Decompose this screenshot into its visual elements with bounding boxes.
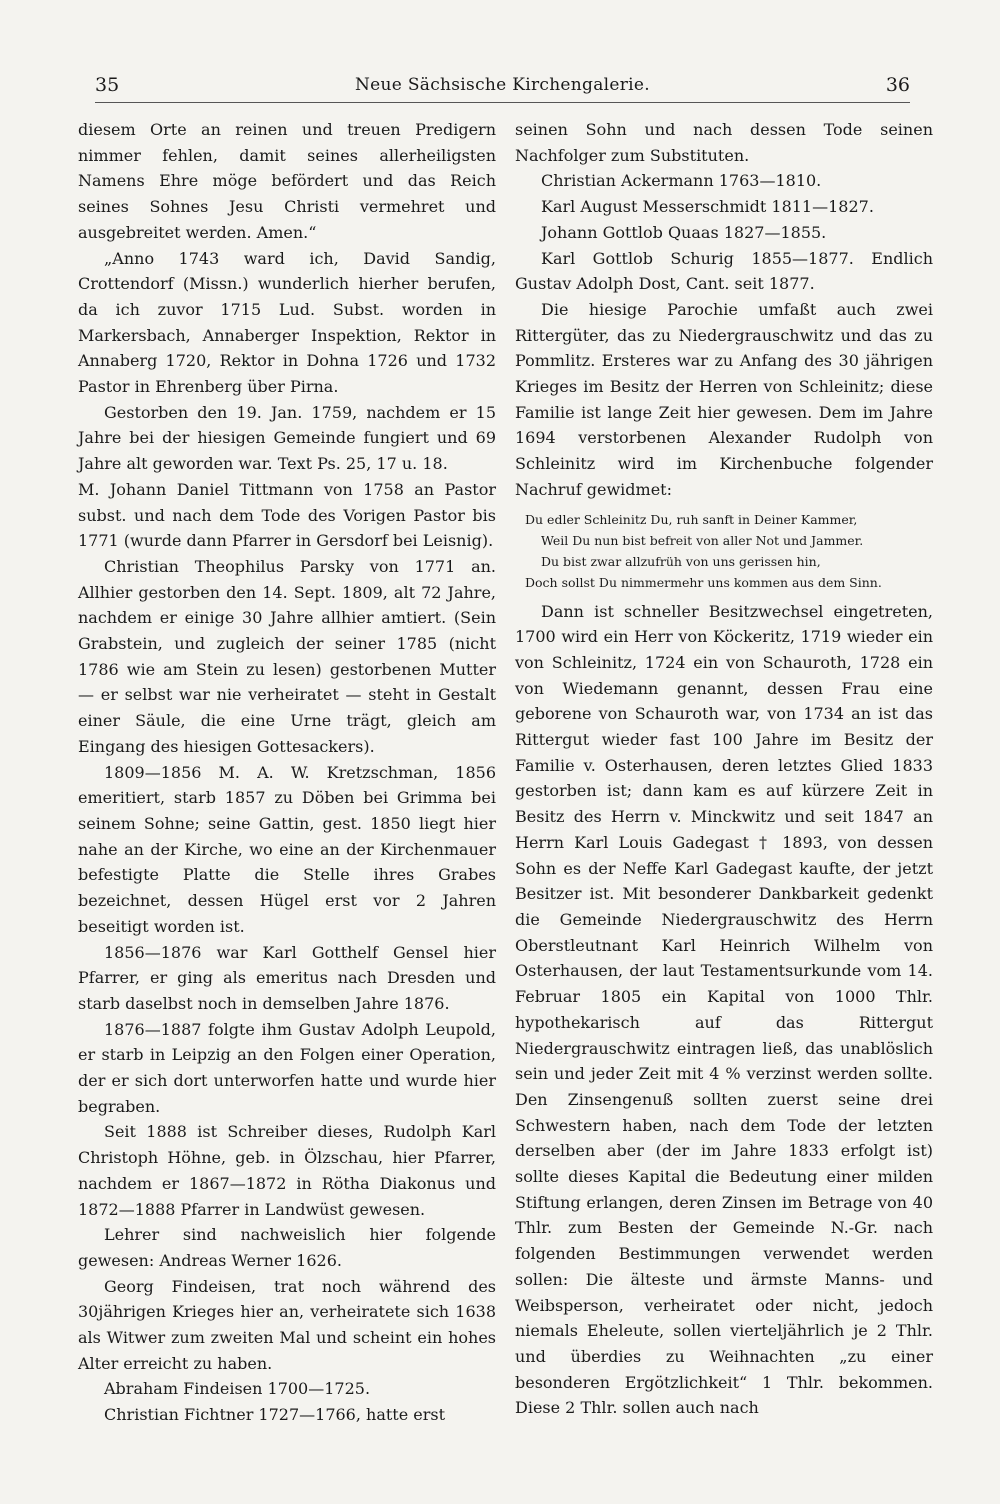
paragraph: seinen Sohn und nach dessen Tode seinen Nachfolger zum Substituten. xyxy=(515,120,933,165)
paragraph: Die hiesige Parochie umfaßt auch zwei Rittergüter, das zu Niedergrauschwitz und das zu Pommlitz. Ersteres war zu Anfang des 30 jährigen Krieges im Besitz der Herren von Schleinitz; diese Familie ist lange Zeit hier gewesen. Dem im Jahre 1694 verstorbenen Alexander Rudolph von Schleinitz wird im Kirchenbuche folgender Nachruf gewidmet: xyxy=(515,299,933,499)
paragraph: Christian Theophilus Parsky von 1771 an. Allhier gestorben den 14. Sept. 1809, alt 72 Jahre, nachdem er einige 30 Jahre allhier amtiert. (Sein Grabstein, und zugleich der seiner 1785 (nicht 1786 wie am Stein zu lesen) gestorbenen Mutter — er selbst war nie verheiratet — steht in Gestalt einer Säule, die eine Urne trägt, gleich am Eingang des hiesigen Gottesackers). xyxy=(78,556,496,756)
verse-line: Doch sollst Du nimmermehr uns kommen aus dem Sinn. xyxy=(525,574,882,590)
paragraph: 1856—1876 war Karl Gotthelf Gensel hier Pfarrer, er ging als emeritus nach Dresden und starb daselbst noch in demselben Jahre 1876. xyxy=(78,942,496,1013)
paragraph: Seit 1888 ist Schreiber dieses, Rudolph Karl Christoph Höhne, geb. in Ölzschau, hier Pfarrer, nachdem er 1867—1872 in Rötha Diakonus und 1872—1888 Pfarrer in Landwüst gewesen. xyxy=(78,1122,496,1219)
running-title: Neue Sächsische Kirchengalerie. xyxy=(354,75,650,95)
paragraph: Christian Fichtner 1727—1766, hatte erst xyxy=(104,1405,446,1425)
paragraph: Georg Findeisen, trat noch während des 30jährigen Krieges hier an, verheiratete sich 1638 als Witwer zum zweiten Mal und scheint ein hohes Alter erreicht zu haben. xyxy=(78,1276,496,1373)
page-header xyxy=(95,74,910,104)
paragraph: Gestorben den 19. Jan. 1759, nachdem er 15 Jahre bei der hiesigen Gemeinde fungiert und 69 Jahre alt geworden war. Text Ps. 25, 17 u. 18. xyxy=(78,402,496,474)
paragraph: „Anno 1743 ward ich, David Sandig, Crottendorf (Missn.) wunderlich hierher berufen, da ich zuvor 1715 Lud. Subst. worden in Markersbach, Annaberger Inspektion, Rektor in Annaberg 1720, Rektor in Dohna 1726 und 1732 Pastor in Ehrenberg über Pirna. xyxy=(78,248,496,397)
page-number-left: 35 xyxy=(95,74,120,96)
paragraph: Lehrer sind nachweislich hier folgende gewesen: Andreas Werner 1626. xyxy=(78,1225,496,1270)
paragraph: M. Johann Daniel Tittmann von 1758 an Pastor subst. und nach dem Tode des Vorigen Pastor bis 1771 (wurde dann Pfarrer in Gersdorf bei Leisnig). xyxy=(78,479,496,551)
verse-line: Weil Du nun bist befreit von aller Not und Jammer. xyxy=(541,532,864,548)
paragraph: diesem Orte an reinen und treuen Predigern nimmer fehlen, damit seines allerheiligsten Namens Ehre möge befördert und das Reich seines Sohnes Jesu Christi vermehret und ausgebreitet werden. Amen.“ xyxy=(78,120,496,242)
paragraph: Christian Ackermann 1763—1810. xyxy=(541,171,822,191)
paragraph: 1809—1856 M. A. W. Kretzschman, 1856 emeritiert, starb 1857 zu Döben bei Grimma bei seinem Sohne; seine Gattin, gest. 1850 liegt hier nahe an der Kirche, wo eine an der Kirchenmauer befestigte Platte die Stelle ihres Grabes bezeichnet, dessen Hügel erst vor 2 Jahren beseitigt worden ist. xyxy=(78,762,496,936)
verse-line: Du edler Schleinitz Du, ruh sanft in Deiner Kammer, xyxy=(525,511,858,527)
header-rule xyxy=(95,102,910,103)
paragraph: Dann ist schneller Besitzwechsel eingetreten, 1700 wird ein Herr von Köckeritz, 1719 wieder ein von Schleinitz, 1724 ein von Schauroth, 1728 ein von Wiedemann genannt, dessen Frau eine geborene von Schauroth war, von 1734 an ist das Rittergut wieder fast 100 Jahre im Besitz der Familie v. Osterhausen, deren letztes Glied 1833 gestorben ist; dann kam es auf kürzere Zeit in Besitz des Herrn v. Minckwitz und seit 1847 an Herrn Karl Louis Gadegast † 1893, von dessen Sohn es der Neffe Karl Gadegast kaufte, der jetzt Besitzer ist. Mit besonderer Dankbarkeit gedenkt die Gemeinde Niedergrauschwitz des Herrn Oberstleutnant Karl Heinrich Wilhelm von Osterhausen, der laut Testamentsurkunde vom 14. Februar 1805 ein Kapital von 1000 Thlr. hypothekarisch auf das Rittergut Niedergrauschwitz eintragen ließ, das unablöslich sein und jeder Zeit mit 4 % verzinst werden sollte. Den Zinsengenuß sollten zuerst seine drei Schwestern haben, nach dem Tode der letzten derselben aber (der im Jahre 1833 erfolgt ist) sollte dieses Kapital die Bedeutung einer milden Stiftung erlangen, deren Zinsen im Betrage von 40 Thlr. zum Besten der Gemeinde N.-Gr. nach folgenden Bestimmungen verwendet werden sollen: Die älteste und ärmste Manns- und Weibsperson, verheiratet oder nicht, jedoch niemals Eheleute, sollen vierteljährlich je 2 Thlr. und überdies zu Weihnachten „zu einer besonderen Ergötzlichkeit“ 1 Thlr. bekommen. Diese 2 Thlr. sollen auch nach xyxy=(515,601,933,1418)
right-column xyxy=(515,117,933,1421)
paragraph: Karl Gottlob Schurig 1855—1877. Endlich Gustav Adolph Dost, Cant. seit 1877. xyxy=(515,248,933,294)
page-number-right: 36 xyxy=(885,74,910,96)
paragraph: Johann Gottlob Quaas 1827—1855. xyxy=(541,222,827,242)
paragraph: Karl August Messerschmidt 1811—1827. xyxy=(541,197,874,217)
paragraph: 1876—1887 folgte ihm Gustav Adolph Leupold, er starb in Leipzig an den Folgen einer Operation, der er sich dort unterworfen hatte und wurde hier begraben. xyxy=(78,1019,496,1116)
paragraph: Abraham Findeisen 1700—1725. xyxy=(104,1379,371,1399)
left-column xyxy=(78,117,496,1428)
verse-line: Du bist zwar allzufrüh von uns gerissen hin, xyxy=(541,553,821,569)
memorial-verse xyxy=(525,509,933,593)
